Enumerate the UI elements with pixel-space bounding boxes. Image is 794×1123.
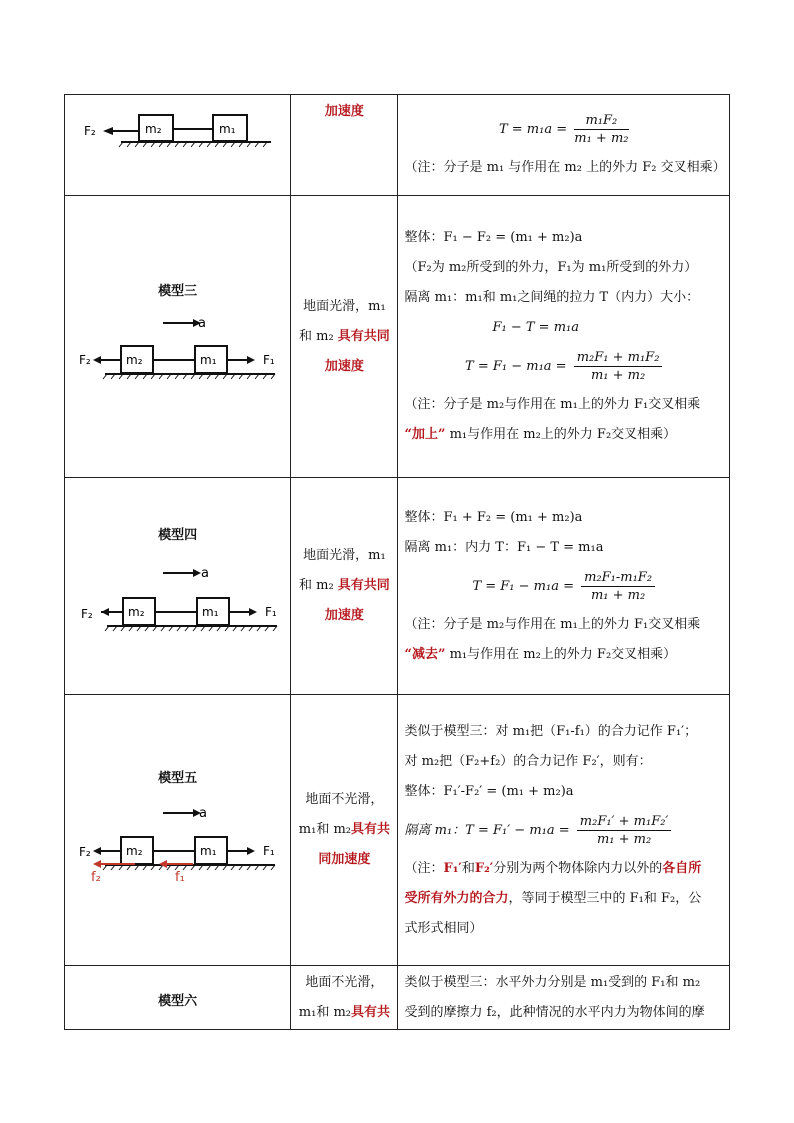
- tension-formula: 隔离 m₁：T = F₁′ − m₁a = $\frac{\text{m₂F₁′ + m₁F₂′}}{\text{m₁ + m₂}}$: [404, 807, 723, 854]
- block-diagram: [65, 478, 291, 690]
- svg-text:m₂: m₂: [126, 844, 143, 858]
- analysis-cell: [398, 95, 730, 196]
- svg-text:m₁: m₁: [202, 605, 219, 619]
- svg-text:F₁: F₁: [263, 844, 275, 858]
- svg-text:a: a: [199, 806, 207, 821]
- svg-text:m₂: m₂: [128, 605, 145, 619]
- analysis-cell: 类似于模型三：水平外力分别是 m₁受到的 F₁和 m₂ 受到的摩擦力 f₂，此种情况的水平内力为物体间的摩: [398, 966, 730, 1030]
- analysis-cell: 整体：F₁ + F₂ = (m₁ + m₂)a 隔离 m₁：内力 T：F₁ − T = m₁a T = F₁ − m₁a = $\frac{\text{m₂F₁-m₁F₂}}{\text{m₁ + m₂}}$ （注：分子是 m₂与作用在 m₁上的外力 F₁交叉相乘 “减去” m₁与作用在 m₂上的外力 F₂交叉相乘）: [398, 478, 730, 695]
- model-title: 模型六: [158, 994, 198, 1009]
- model-table: [64, 94, 730, 1030]
- condition-cell: 地面不光滑， m₁和 m₂具有共 同加速度: [291, 695, 398, 966]
- m2-label: m₂: [145, 122, 162, 136]
- analysis-cell: 整体：F₁ − F₂ = (m₁ + m₂)a （F₂为 m₂所受到的外力，F₁为 m₁所受到的外力） 隔离 m₁：m₁和 m₁之间绳的拉力 T（内力）大小： F₁ − T = m₁a T = F₁ − m₁a = $\frac{\text{m₂F₁ + m₁F₂}}{\text{m₁ + m₂}}$ （注：分子是 m₂与作用在 m₁上的外力 F₁交叉相乘 “加上” m₁与作用在 m₂上的外力 F₂交叉相乘）: [398, 196, 730, 478]
- diagram-cell: [65, 196, 291, 478]
- condition-cell: [291, 95, 398, 196]
- block-diagram: [65, 196, 291, 473]
- f1-friction-label: f₁: [175, 870, 185, 885]
- m1-label: m₁: [219, 122, 236, 136]
- analysis-cell: 类似于模型三：对 m₁把（F₁-f₁）的合力记作 F₁′； 对 m₂把（F₂+f₂）的合力记作 F₂′，则有： 整体：F₁′-F₂′ = (m₁ + m₂)a 隔离 m₁：T = F₁′ − m₁a = $\frac{\text{m₂F₁′ + m₁F₂′}}{\text{m₁ + m₂}}$ （注：F₁′和F₂′分别为两个物体除内力以外的各自所 受所有外力的合力，等同于模型三中的 F₁和 F₂，公 式形式相同）: [398, 695, 730, 966]
- table-row: [65, 966, 730, 1030]
- svg-text:F₂: F₂: [79, 845, 91, 859]
- table-row: [65, 478, 730, 695]
- a-label: a: [198, 316, 206, 331]
- model-title: 模型五: [158, 771, 198, 786]
- svg-text:F₁: F₁: [265, 605, 277, 619]
- model-title: 模型四: [158, 528, 198, 543]
- diagram-cell: [65, 95, 291, 196]
- diagram-cell: [65, 966, 291, 1030]
- svg-text:m₁: m₁: [200, 353, 217, 367]
- tension-formula: T = F₁ − m₁a = $\frac{\text{m₂F₁ + m₁F₂}}{\text{m₁ + m₂}}$: [404, 343, 723, 390]
- model-title: 模型三: [158, 284, 198, 299]
- table-row: [65, 95, 730, 196]
- svg-text:F₁: F₁: [263, 353, 275, 367]
- diagram-cell: [65, 695, 291, 966]
- condition-cell: 地面光滑，m₁ 和 m₂ 具有共同 加速度: [291, 478, 398, 695]
- svg-text:F₂: F₂: [79, 353, 91, 367]
- condition-cell: 地面不光滑， m₁和 m₂具有共: [291, 966, 398, 1030]
- table-row: [65, 695, 730, 966]
- svg-text:m₁: m₁: [200, 844, 217, 858]
- tension-formula: T = F₁ − m₁a = $\frac{\text{m₂F₁-m₁F₂}}{\text{m₁ + m₂}}$: [404, 563, 723, 610]
- tension-formula: T = m₁a = $\frac{\text{m₁F₂}}{\text{m₁ + m₂}}$: [498, 112, 629, 146]
- svg-text:m₂: m₂: [126, 353, 143, 367]
- svg-text:F₂: F₂: [81, 607, 93, 621]
- condition-text: 加速度: [324, 104, 364, 119]
- f2-label: F₂: [84, 124, 96, 138]
- diagram-cell: [65, 478, 291, 695]
- block-diagram: [65, 95, 291, 191]
- note: （注：分子是 m₁ 与作用在 m₂ 上的外力 F₂ 交叉相乘）: [404, 159, 726, 175]
- f2-friction-label: f₂: [91, 870, 101, 885]
- block-diagram: [65, 695, 291, 961]
- svg-text:a: a: [201, 566, 209, 581]
- condition-cell: 地面光滑，m₁ 和 m₂ 具有共同 加速度: [291, 196, 398, 478]
- table-row: [65, 196, 730, 478]
